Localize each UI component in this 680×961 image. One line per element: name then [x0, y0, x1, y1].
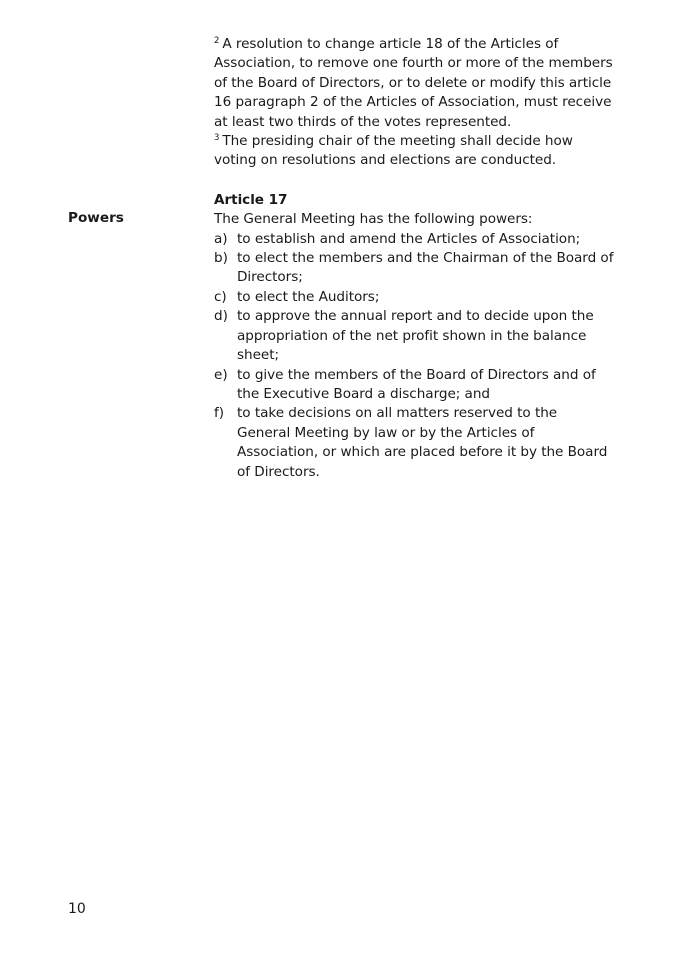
- list-marker: d): [214, 308, 228, 325]
- list-marker: a): [214, 230, 228, 247]
- spacer: [214, 171, 614, 191]
- list-marker: e): [214, 366, 228, 383]
- article-intro: The General Meeting has the following powers:: [214, 211, 533, 228]
- paragraph-3: [214, 132, 614, 171]
- paragraph-2: [214, 35, 614, 132]
- list-item: [214, 404, 614, 482]
- article-heading: Article 17: [214, 191, 288, 208]
- list-item-text: to elect the Auditors;: [237, 288, 380, 305]
- powers-list: [214, 230, 614, 482]
- paragraph-text: The presiding chair of the meeting shall decide how voting on resolutions and elections are conducted.: [214, 133, 573, 169]
- list-item: [214, 288, 614, 307]
- list-item-text: to establish and amend the Articles of Association;: [237, 230, 581, 247]
- paragraph-number: 2: [214, 36, 220, 46]
- list-marker: b): [214, 250, 228, 267]
- main-text-column: [214, 35, 614, 482]
- paragraph-number: 3: [214, 133, 220, 144]
- list-marker: c): [214, 288, 227, 305]
- page-number: 10: [68, 901, 86, 917]
- list-item: [214, 249, 614, 288]
- margin-note-powers: Powers: [68, 210, 124, 226]
- list-marker: f): [214, 405, 224, 422]
- list-item-text: to elect the members and the Chairman of the Board of Directors;: [237, 250, 614, 286]
- list-item-text: to approve the annual report and to decide upon the appropriation of the net profit shown in the balance sheet;: [237, 308, 594, 364]
- paragraph-text: A resolution to change article 18 of the Articles of Association, to remove one fourth or more of the members of the Board of Directors, or to delete or modify this article 16 paragraph 2 of the Articles of Association, must receive at least two thirds of the votes represented.: [214, 36, 613, 130]
- list-item: [214, 230, 614, 249]
- list-item-text: to give the members of the Board of Directors and of the Executive Board a discharge; and: [237, 366, 596, 402]
- list-item: [214, 307, 614, 365]
- list-item: [214, 366, 614, 405]
- list-item-text: to take decisions on all matters reserved to the General Meeting by law or by the Articles of Association, or which are placed before it by the Board of Directors.: [237, 405, 608, 480]
